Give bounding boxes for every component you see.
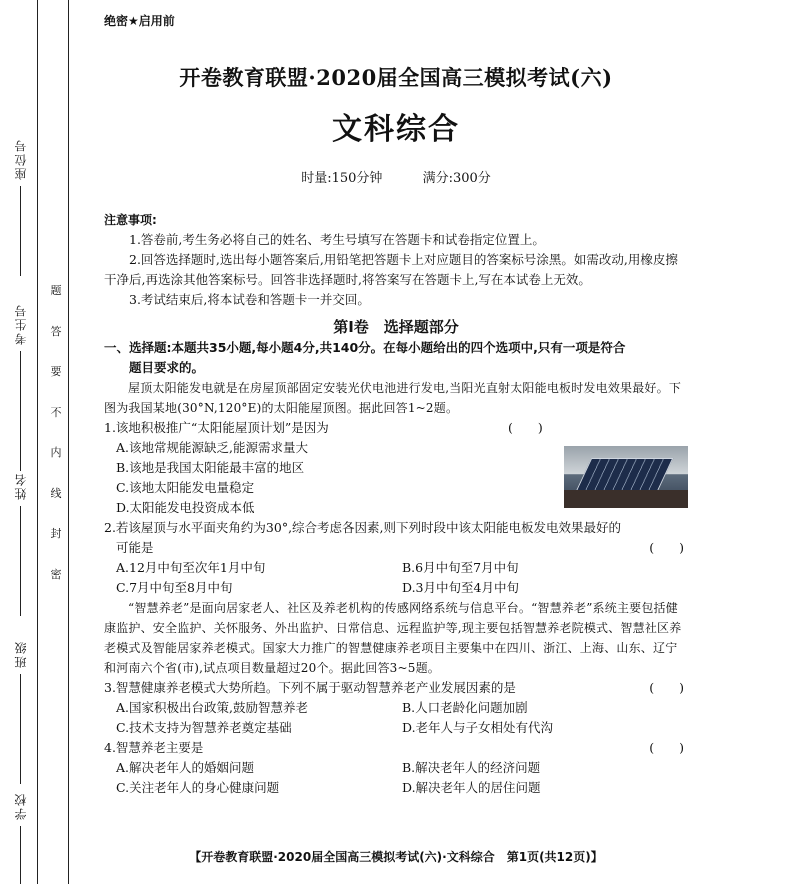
question-stem-cont	[104, 538, 688, 558]
option: A.解决老年人的婚姻问题	[116, 760, 255, 775]
exam-no-field	[8, 303, 32, 471]
section-line: 题目要求的。	[129, 360, 205, 375]
answer-paren: ( )	[649, 680, 684, 695]
option: B.人口老龄化问题加剧	[402, 700, 528, 715]
answer-paren: ( )	[649, 540, 684, 555]
seal-text	[47, 282, 65, 582]
notice-item: 3.考试结束后,将本试卷和答题卡一并交回。	[129, 292, 370, 307]
option: D.解决老年人的居住问题	[402, 780, 541, 795]
name-underline[interactable]	[20, 506, 21, 616]
name-label: 姓名	[13, 472, 28, 500]
secret-label: 绝密★启用前	[104, 14, 175, 28]
seal-char: 封	[50, 527, 62, 541]
option: A.12月中旬至次年1月中旬	[116, 560, 266, 575]
class-label: 班级	[13, 640, 28, 668]
question-4	[104, 738, 688, 758]
notice-item: 2.回答选择题时,选出每小题答案后,用铅笔把答题卡上对应题目的答案标号涂黑。如需改动,用橡皮擦干净后,再选涂其他答案标号。回答非选择题时,将答案写在答题卡上,写在本试卷上无效。	[104, 252, 678, 287]
class-underline[interactable]	[20, 674, 21, 784]
binding-line-inner	[68, 0, 69, 884]
exam-time-info	[104, 167, 688, 186]
option: B.解决老年人的经济问题	[402, 760, 541, 775]
option: B.该地是我国太阳能最丰富的地区	[116, 460, 305, 475]
binding-line-outer	[37, 0, 38, 884]
notice-item: 1.答卷前,考生务必将自己的姓名、考生号填写在答题卡和试卷指定位置上。	[129, 232, 545, 247]
question-stem: 3.智慧健康养老模式大势所趋。下列不属于驱动智慧养老产业发展因素的是	[104, 680, 516, 695]
question-stem: 可能是	[116, 540, 154, 555]
option-row	[104, 578, 688, 598]
question-3	[104, 678, 688, 698]
time-limit: 时量:150分钟	[301, 171, 383, 186]
option: C.技术支持为智慧养老奠定基础	[116, 720, 292, 735]
seal-char: 答	[50, 324, 62, 338]
option-row	[104, 718, 688, 738]
option-row	[104, 778, 688, 798]
roof-shape	[564, 490, 688, 508]
exam-title: 开卷教育联盟·2020届全国高三模拟考试(六)	[179, 65, 613, 90]
solar-roof-photo	[564, 446, 688, 508]
option-row	[104, 558, 688, 578]
seat-label: 座位号	[13, 138, 28, 180]
exam-no-label: 考生号	[13, 303, 28, 345]
option: A.该地常规能源缺乏,能源需求量大	[116, 440, 308, 455]
name-field	[8, 472, 32, 616]
option: C.7月中旬至8月中旬	[116, 580, 233, 595]
section-instructions	[104, 338, 688, 378]
option-row	[104, 758, 688, 778]
answer-paren: ( )	[508, 420, 543, 435]
section-line: 一、选择题:本题共35小题,每小题4分,共140分。在每小题给出的四个选项中,只有一项是符合	[104, 340, 626, 355]
seat-underline[interactable]	[20, 186, 21, 276]
seat-field	[8, 138, 32, 276]
material-passage: “智慧养老”是面向居家老人、社区及养老机构的传感网络系统与信息平台。“智慧养老”系统主要包括健康监护、安全监护、关怀服务、外出监护、日常信息、远程监护等,现主要包括智慧养老院模式、智慧社区养老模式及智能居家养老模式。国家大力推广的智慧健康养老项目主要集中在四川、浙江、上海、山东、辽宁和河南六个省(市),试点项目数量超过20个。据此回答3~5题。	[104, 601, 682, 675]
option-row	[104, 698, 688, 718]
school-field	[8, 792, 32, 884]
question-stem: 1.该地积极推广“太阳能屋顶计划”是因为	[104, 420, 329, 435]
option: D.3月中旬至4月中旬	[402, 580, 519, 595]
question-1	[104, 418, 688, 438]
option: A.国家积极出台政策,鼓励智慧养老	[116, 700, 308, 715]
answer-paren: ( )	[649, 740, 684, 755]
option: D.太阳能发电投资成本低	[116, 500, 255, 515]
option: B.6月中旬至7月中旬	[402, 560, 519, 575]
subject-title: 文科综合	[332, 112, 460, 147]
binding-margin	[0, 0, 80, 884]
question-2	[104, 518, 688, 538]
question-stem: 2.若该屋顶与水平面夹角约为30°,综合考虑各因素,则下列时段中该太阳能电板发电效果最好的	[104, 520, 622, 535]
seal-char: 要	[50, 365, 62, 379]
page-footer: 【开卷教育联盟·2020届全国高三模拟考试(六)·文科综合 第1页(共12页)】	[189, 850, 603, 864]
school-label: 学校	[13, 792, 28, 820]
exam-no-underline[interactable]	[20, 351, 21, 471]
seal-char: 不	[50, 405, 62, 419]
seal-char: 线	[50, 486, 62, 500]
full-score: 满分:300分	[422, 171, 491, 186]
question-stem: 4.智慧养老主要是	[104, 740, 204, 755]
option: C.关注老年人的身心健康问题	[116, 780, 280, 795]
seal-char: 内	[50, 446, 62, 460]
seal-char: 题	[50, 284, 62, 297]
option: C.该地太阳能发电量稳定	[116, 480, 255, 495]
notice-heading: 注意事项:	[104, 213, 157, 227]
class-field	[8, 640, 32, 784]
school-underline[interactable]	[20, 826, 21, 884]
seal-char: 密	[50, 567, 62, 581]
part-title: 第Ⅰ卷 选择题部分	[333, 318, 459, 336]
option: D.老年人与子女相处有代沟	[402, 720, 554, 735]
material-passage: 屋顶太阳能发电就是在房屋顶部固定安装光伏电池进行发电,当阳光直射太阳能电板时发电效果最好。下图为我国某地(30°N,120°E)的太阳能屋顶图。据此回答1~2题。	[104, 381, 682, 415]
